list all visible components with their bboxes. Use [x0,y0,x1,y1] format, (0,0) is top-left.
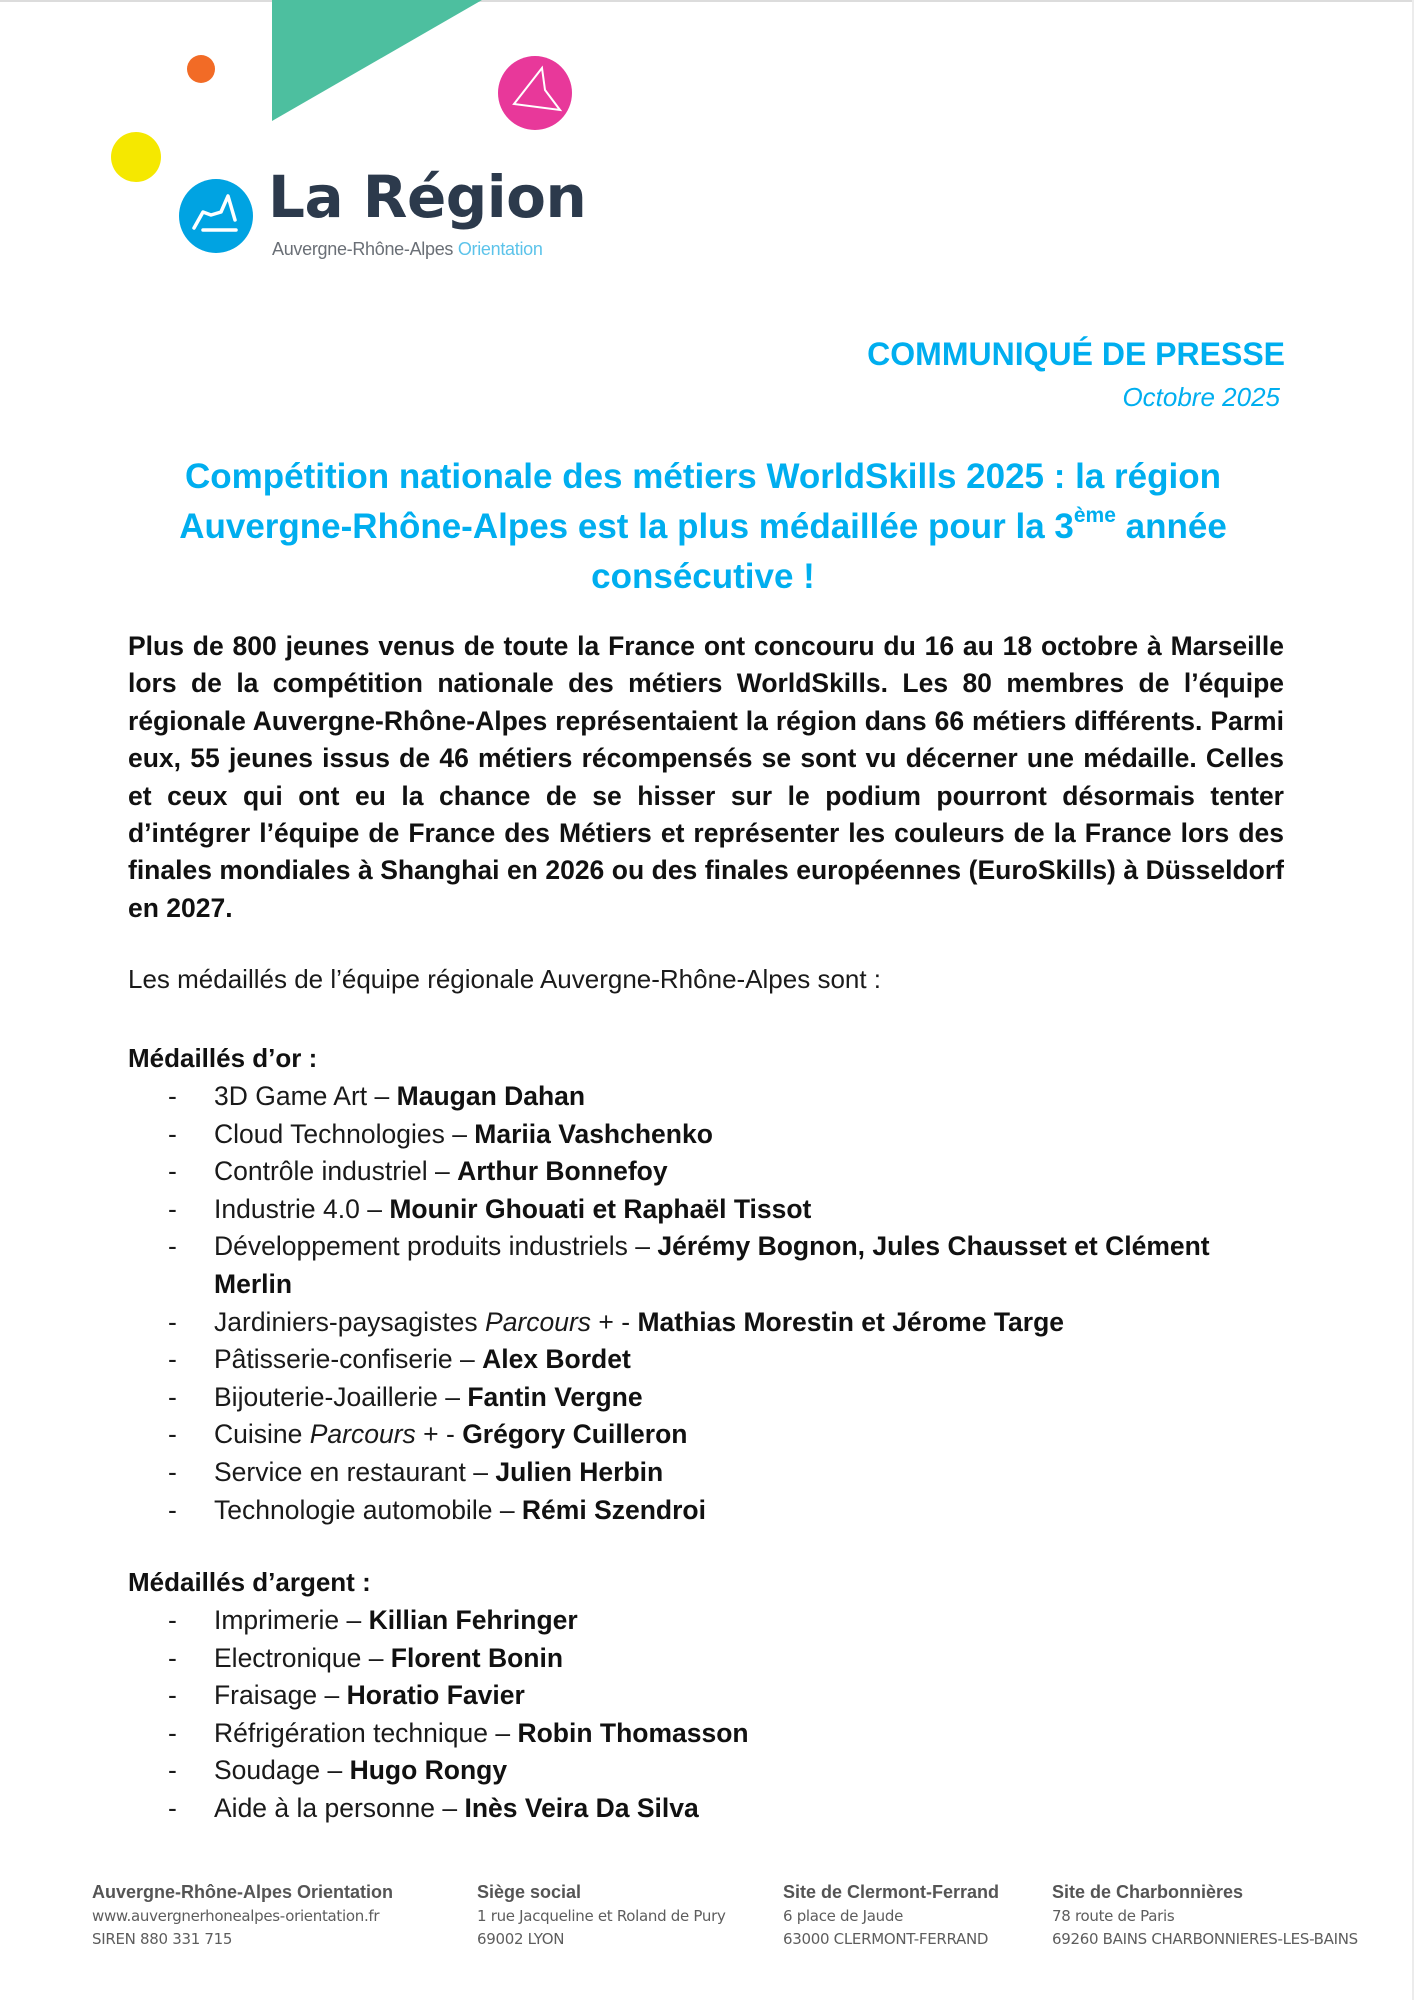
medalist-item [128,1492,1284,1530]
trade-name: Service en restaurant [214,1456,466,1487]
separator: – [317,1680,347,1711]
medalist-item [128,1078,1284,1116]
medalist-names: Horatio Favier [346,1680,525,1711]
logo-subtitle-main: Auvergne-Rhône-Alpes [272,239,454,259]
list-bullet: - [168,1792,177,1823]
trade-name: Electronique [214,1642,362,1673]
footer-clermont-line-1: 6 place de Jaude [783,1907,904,1925]
headline [128,452,1278,602]
medalist-item [128,1228,1284,1303]
separator: – [488,1717,518,1748]
trade-name: Jardiniers-paysagistes [214,1306,486,1337]
trade-name: Industrie 4.0 [214,1193,360,1224]
silver-medalists-list [128,1602,1284,1828]
headline-line-2-end: année [1115,507,1227,546]
medalist-names: Rémi Szendroi [521,1494,706,1525]
trade-pathway: Parcours [485,1306,592,1337]
medalist-names: Grégory Cuilleron [462,1419,688,1450]
footer-organisation [92,1880,393,1951]
separator: – [367,1081,397,1111]
footer-head-office [477,1880,726,1951]
medalist-names: Maugan Dahan [396,1081,586,1111]
region-logo [0,0,620,280]
separator: – [361,1642,391,1673]
footer-charbonnieres-line-2: 69260 BAINS CHARBONNIERES-LES-BAINS [1052,1930,1358,1948]
medalist-names: Julien Herbin [495,1456,664,1487]
mountain-icon [179,179,253,253]
trade-name: Technologie automobile [214,1494,493,1525]
separator: – [627,1231,658,1262]
gold-medalists-list [128,1078,1284,1529]
medalist-names: Inès Veira Da Silva [464,1792,699,1823]
footer-org-siren: SIREN 880 331 715 [92,1930,233,1948]
medalists-intro: Les médaillés de l’équipe régionale Auvergne-Rhône-Alpes sont : [128,964,882,994]
trade-name: Bijouterie-Joaillerie [214,1381,438,1412]
medalist-item [128,1640,1284,1678]
separator: – [320,1755,350,1786]
list-bullet: - [168,1456,177,1487]
list-bullet: - [168,1231,177,1262]
separator: – [492,1494,522,1525]
separator: – [435,1792,465,1823]
medalist-item [128,1416,1284,1454]
list-bullet: - [168,1381,177,1412]
medalist-item [128,1715,1284,1753]
logo-graphics [0,0,620,280]
medalist-item [128,1752,1284,1790]
medalist-names: Florent Bonin [390,1642,564,1673]
separator: – [437,1381,468,1412]
orange-dot-shape [187,55,215,83]
footer-charbonnieres-title: Site de Charbonnières [1052,1882,1244,1902]
headline-line-3: consécutive ! [591,557,815,596]
trade-name: Développement produits industriels [214,1231,628,1262]
headline-line-2 [179,504,1227,546]
separator: – [359,1193,390,1224]
medalist-item [128,1454,1284,1492]
medalist-names: Mariia Vashchenko [474,1118,713,1149]
separator: + - [415,1419,463,1450]
teal-triangle-shape [272,0,482,121]
medalist-item [128,1116,1284,1154]
medalist-item [128,1379,1284,1417]
medalist-item [128,1304,1284,1342]
press-release-date: Octobre 2025 [1122,382,1280,412]
footer-clermont-title: Site de Clermont-Ferrand [783,1882,1000,1902]
trade-name: Cloud Technologies [214,1118,445,1149]
medalist-item [128,1677,1284,1715]
footer-hq-title: Siège social [477,1882,582,1902]
trade-pathway: Parcours [309,1419,416,1450]
list-bullet: - [168,1717,177,1748]
logo-subtitle [272,239,543,260]
footer-charbonnieres-site [1052,1880,1358,1951]
list-bullet: - [168,1680,177,1711]
list-bullet: - [168,1344,177,1375]
medalist-item [128,1153,1284,1191]
medalist-names: Alex Bordet [482,1344,631,1375]
trade-name: Fraisage [214,1680,318,1711]
trade-name: Aide à la personne [214,1792,435,1823]
list-bullet: - [168,1193,177,1224]
medalist-names: Robin Thomasson [517,1717,749,1748]
medalist-names: Hugo Rongy [349,1755,508,1786]
medalist-item [128,1341,1284,1379]
pink-triangle-icon [498,56,572,130]
gold-medalists-heading: Médaillés d’or : [128,1043,318,1073]
separator: – [465,1456,496,1487]
list-bullet: - [168,1605,177,1635]
headline-line-2-text: Auvergne-Rhône-Alpes est la plus médaillée pour la 3 [179,507,1074,546]
logo-subtitle-accent: Orientation [457,239,543,259]
medalist-item [128,1191,1284,1229]
medalist-item [128,1602,1284,1640]
separator: – [339,1605,369,1635]
medalist-names: Fantin Vergne [467,1381,643,1412]
separator: + - [591,1306,638,1337]
list-bullet: - [168,1419,177,1450]
medalist-names: Jérémy Bognon, Jules Chausset et Clément Merlin [214,1231,1210,1299]
headline-superscript: ème [1073,504,1116,528]
separator: – [452,1344,483,1375]
yellow-dot-shape [111,132,161,182]
medalist-names: Arthur Bonnefoy [457,1156,668,1187]
footer-hq-line-1: 1 rue Jacqueline et Roland de Pury [477,1907,726,1925]
list-bullet: - [168,1081,177,1111]
list-bullet: - [168,1306,177,1337]
list-bullet: - [168,1118,177,1149]
medalist-item [128,1790,1284,1828]
lead-paragraph: Plus de 800 jeunes venus de toute la France ont concouru du 16 au 18 octobre à Marseille lors de la compétition nationale des métiers WorldSkills. Les 80 membres de l’équipe régionale Auvergne-Rhône-Alpes représentaient la région dans 66 métiers différents. Parmi eux, 55 jeunes issus de 46 métiers récompensés se sont vu décerner une médaille. Celles et ceux qui ont eu la chance de se hisser sur le podium pourront désormais tenter d’intégrer l’équipe de France des Métiers et représenter les couleurs de la France lors des finales mondiales à Shanghai en 2026 ou des finales européennes (EuroSkills) à Düsseldorf en 2027. [128,631,1284,923]
footer-hq-line-2: 69002 LYON [477,1930,565,1948]
list-bullet: - [168,1156,177,1187]
trade-name: Cuisine [214,1419,310,1450]
press-release-label: COMMUNIQUÉ DE PRESSE [867,336,1285,372]
trade-name: Imprimerie [214,1605,340,1635]
footer-clermont-line-2: 63000 CLERMONT-FERRAND [783,1930,989,1948]
medalist-names: Mathias Morestin et Jérome Targe [637,1306,1065,1337]
footer-clermont-site [783,1880,999,1951]
footer-org-website[interactable]: www.auvergnerhonealpes-orientation.fr [92,1907,380,1925]
trade-name: Soudage [214,1755,321,1786]
footer-org-title: Auvergne-Rhône-Alpes Orientation [92,1882,394,1902]
headline-line-1: Compétition nationale des métiers WorldSkills 2025 : la région [184,457,1221,496]
footer-charbonnieres-line-1: 78 route de Paris [1052,1907,1175,1925]
list-bullet: - [168,1642,177,1673]
separator: – [444,1118,475,1149]
trade-name: Réfrigération technique [214,1717,489,1748]
medalist-names: Killian Fehringer [368,1605,578,1635]
silver-medalists-heading: Médaillés d’argent : [128,1567,371,1597]
trade-name: 3D Game Art [214,1081,368,1111]
separator: – [427,1156,458,1187]
trade-name: Contrôle industriel [214,1156,428,1187]
logo-title: La Région [268,163,587,231]
list-bullet: - [168,1755,177,1786]
list-bullet: - [168,1494,177,1525]
medalist-names: Mounir Ghouati et Raphaël Tissot [389,1193,812,1224]
trade-name: Pâtisserie-confiserie [214,1344,453,1375]
